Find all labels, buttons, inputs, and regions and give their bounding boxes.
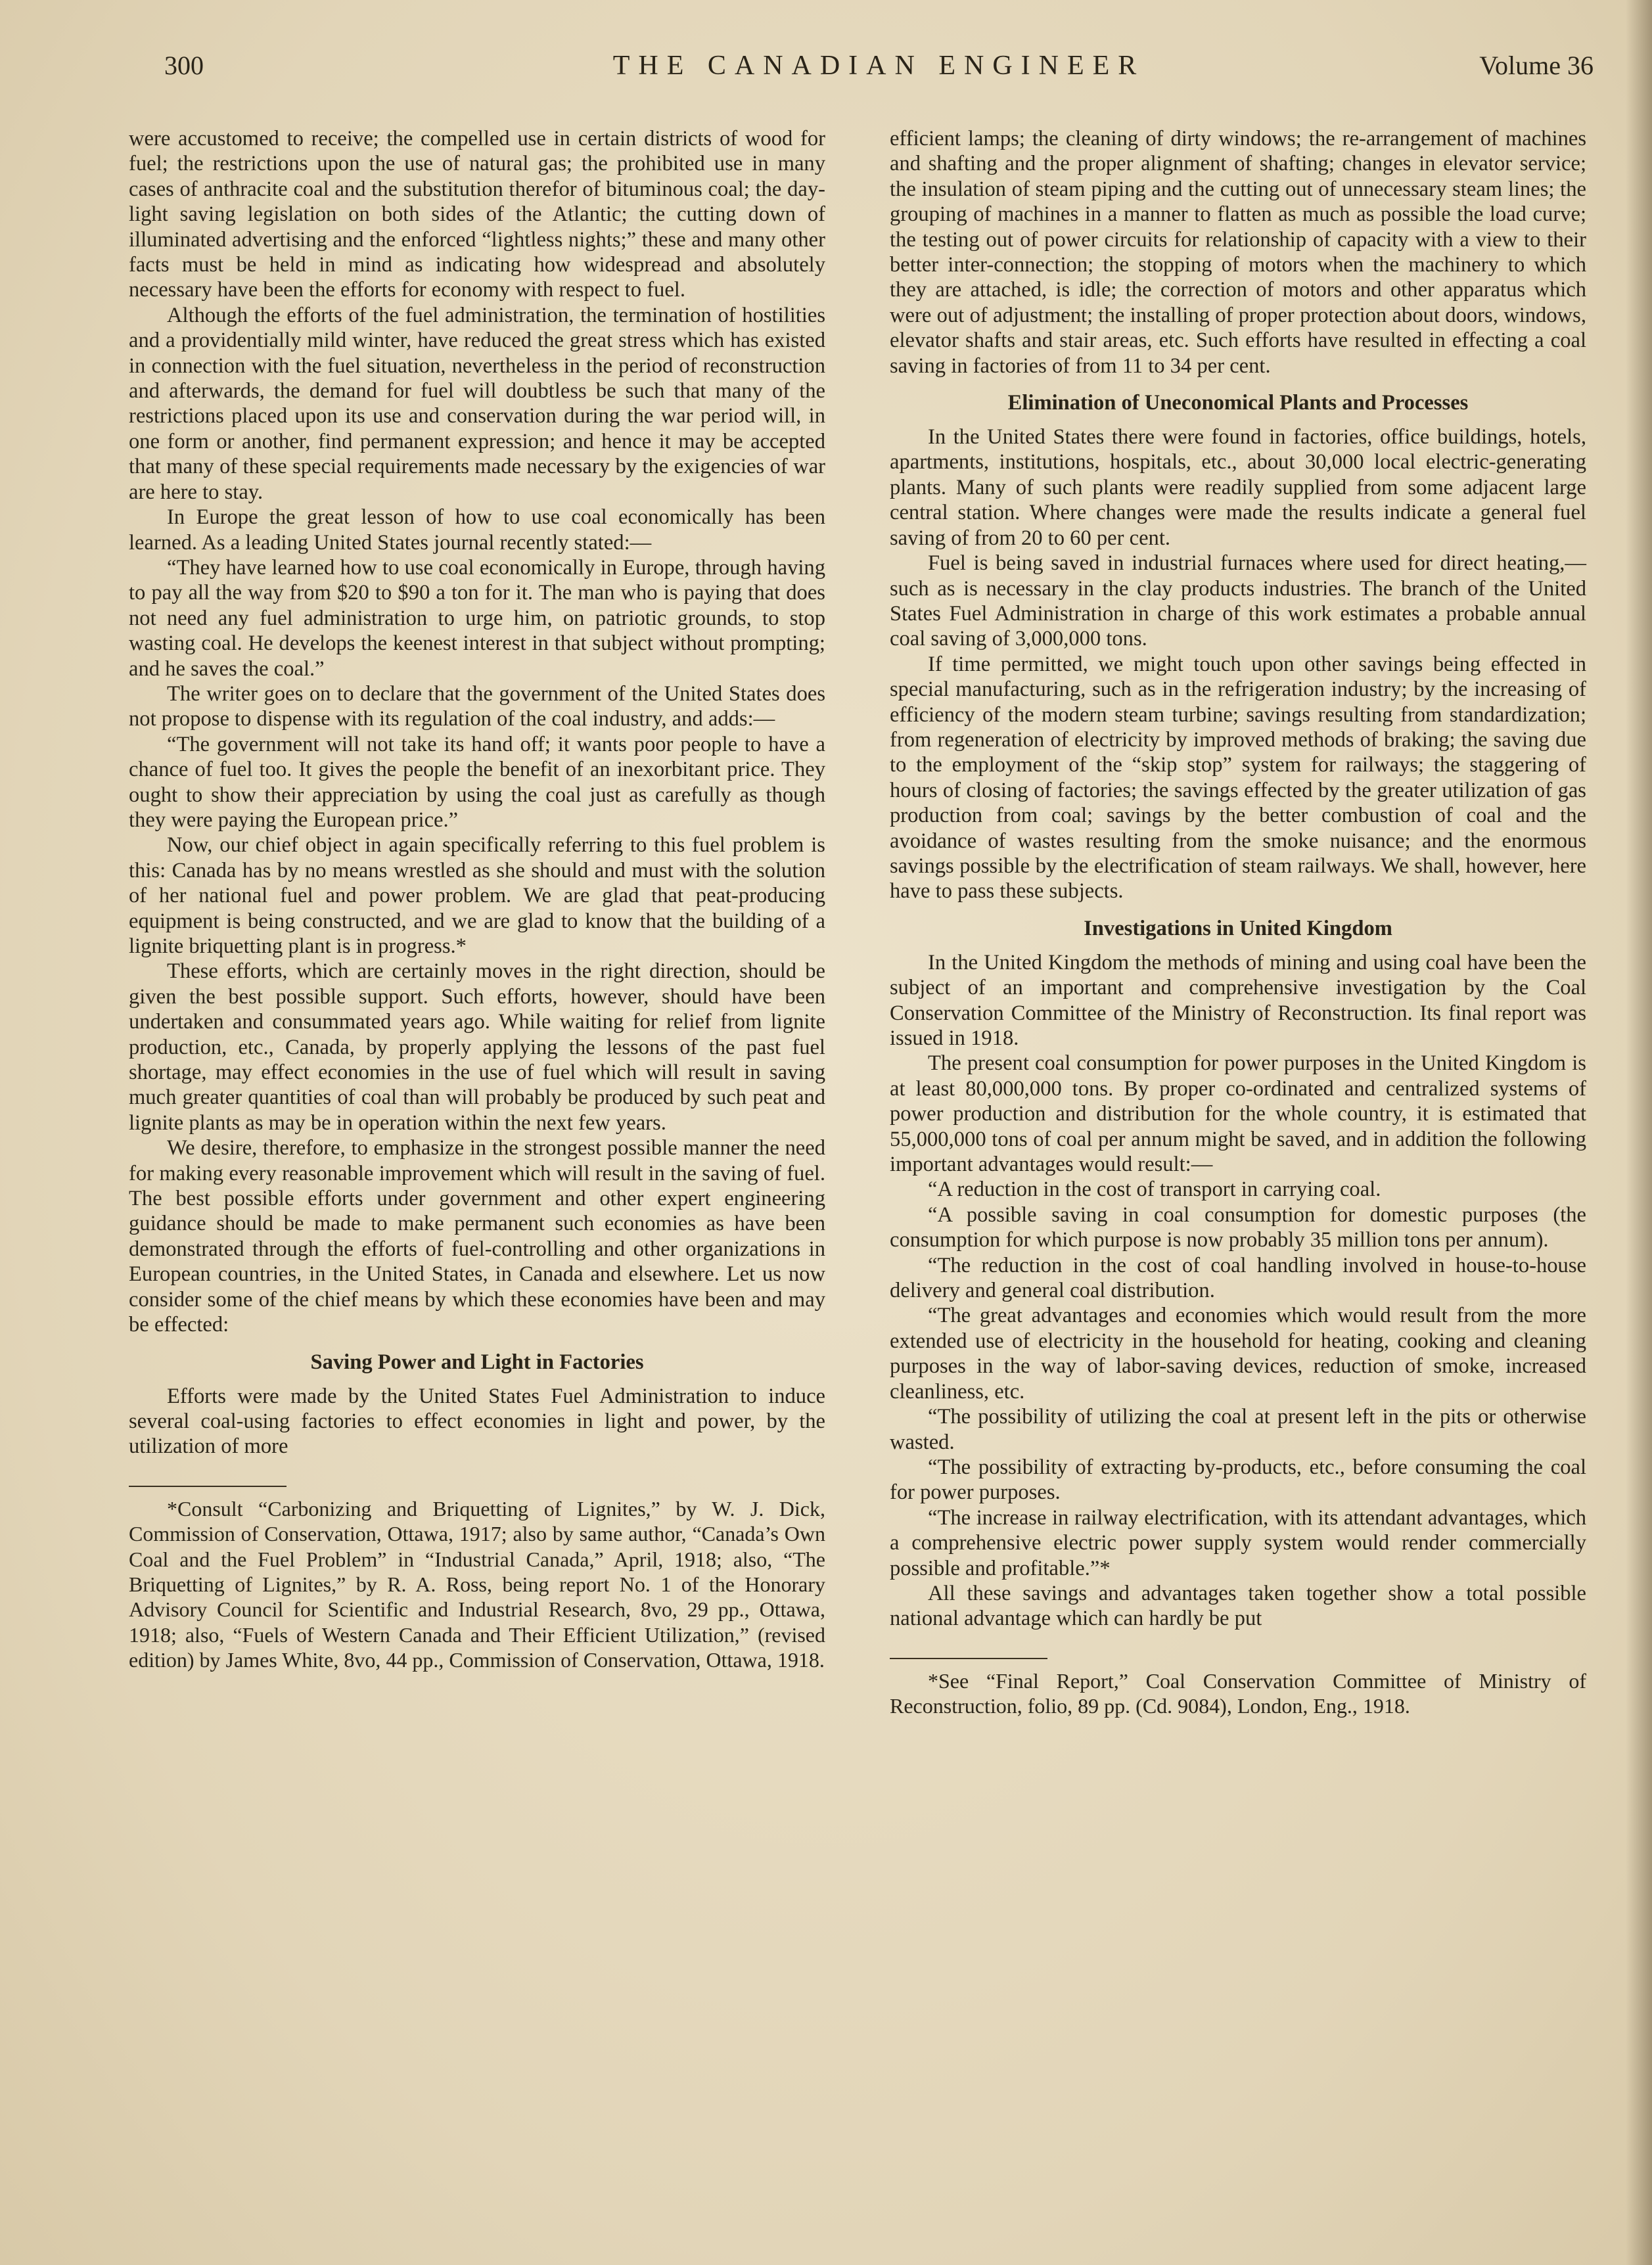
page-edge-shadow [1626,0,1652,2265]
quote-item: “The possibility of extracting by-products, etc., before consuming the coal for power purposes. [890,1455,1586,1505]
page-number: 300 [164,51,204,80]
section-heading-elimination: Elimination of Uneconomical Plants and Processes [1007,391,1469,415]
quote-item: “The great advantages and economies which would result from the more extended use of electricity in the household for heating, cooking and cleaning purposes in the way of labor-saving devices, reduction of smoke, increased cleanliness, etc. [890,1304,1586,1404]
paragraph: In the United States there were found in factories, office buildings, hotels, apartments, institutions, hospitals, etc., about 30,000 local electric-generating plants. Many of such plants were readily supplied from some adjacent large central station. Where changes were made the results indicate a general fuel saving of from 20 to 60 per cent. [890,425,1586,550]
quote-paragraph: “The government will not take its hand off; it wants poor people to have a chance of fuel too. It gives the people the benefit of an inexorbitant price. They ought to show their appreciation by using the coal just as carefully as though they were paying the European price.” [129,732,825,832]
footnote-rule [890,1658,1047,1659]
left-column [129,126,825,1673]
footnote-rule [129,1486,287,1487]
volume-label: Volume 36 [1479,51,1594,80]
paragraph: efficient lamps; the cleaning of dirty windows; the re-arrangement of machines and shafting and the proper alignment of shafting; changes in elevator service; the insulation of steam piping and the cutting out of unnecessary steam lines; the grouping of machines in a manner to flatten as much as possible the load curve; the testing out of power circuits for relationship of capacity with a view to their better inter-connection; the stopping of motors when the machinery to which they are attached, is idle; the correction of motors and other apparatus which were out of adjustment; the installing of proper protection about doors, windows, elevator shafts and stair areas, etc. Such efforts have resulted in effecting a coal saving in factories of from 11 to 34 per cent. [890,127,1586,378]
section-heading-saving-power: Saving Power and Light in Factories [310,1350,644,1374]
footnote-text: *See “Final Report,” Coal Conservation Committee of Ministry of Reconstruction, folio, 89 pp. (Cd. 9084), London, Eng., 1918. [890,1668,1586,1718]
quote-item: “A reduction in the cost of transport in carrying coal. [928,1178,1381,1202]
page-header [164,46,1594,85]
quote-item: “The possibility of utilizing the coal at present left in the pits or otherwise wasted. [890,1405,1586,1454]
footnote-left [129,1496,825,1673]
paragraph: All these savings and advantages taken together show a total possible national advantage which can hardly be put [890,1581,1586,1631]
paragraph: The present coal consumption for power purposes in the United Kingdom is at least 80,000,000 tons. By proper co-ordinated and centralized systems of power production and distribution for the whole country, it is estimated that 55,000,000 tons of coal per annum might be saved, and in addition the following important advantages would result:— [890,1051,1586,1177]
paragraph: The writer goes on to declare that the government of the United States does not propose to dispense with its regulation of the coal industry, and adds:— [129,681,825,731]
paragraph: Efforts were made by the United States Fuel Administration to induce several coal-using factories to effect economies in light and power, by the utilization of more [129,1384,825,1459]
paragraph: We desire, therefore, to emphasize in the strongest possible manner the need for making every reasonable improvement which will result in the saving of fuel. The best possible efforts under government and other expert engineering guidance should be made to make permanent such economies as have been demonstrated through the efforts of fuel-controlling and other organizations in European countries, in the United States, in Canada and elsewhere. Let us now consider some of the chief means by which these economies have been and may be effected: [129,1136,825,1337]
paragraph: Although the efforts of the fuel administration, the termination of hostilities and a providentially mild winter, have reduced the great stress which has existed in connection with the fuel situation, nevertheless in the period of reconstruction and afterwards, the demand for fuel will doubtless be such that many of the restrictions placed upon its use and conservation during the war period will, in one form or another, find permanent expression; and hence it may be accepted that many of these special requirements made necessary by the exigencies of war are here to stay. [129,303,825,504]
quote-item: “A possible saving in coal consumption for domestic purposes (the consumption for which purpose is now probably 35 million tons per annum). [890,1202,1586,1252]
paragraph: These efforts, which are certainly moves in the right direction, should be given the best possible support. Such efforts, however, should have been undertaken and consummated years ago. While waiting for relief from lignite production, etc., Canada, by properly applying the lessons of the past fuel shortage, may effect economies in the use of fuel which will result in saving much greater quantities of coal than will probably be produced by such peat and lignite plants as may be in operation within the next few years. [129,959,825,1135]
paragraph: Now, our chief object in again specifically referring to this fuel problem is this: Canada has by no means wrestled as she should and must with the solution of her national fuel and power problem. We are glad that peat-producing equipment is being constructed, and we are glad to know that the building of a lignite briquetting plant is in progress.* [129,833,825,958]
quote-paragraph: “They have learned how to use coal economically in Europe, through having to pay all the way from $20 to $90 a ton for it. The man who is paying that does not need any fuel administration to urge him, on patriotic grounds, to stop wasting coal. He develops the keenest interest in that subject without prompting; and he saves the coal.” [129,555,825,681]
footnote-right [890,1668,1586,1719]
quote-item: “The reduction in the cost of coal handling involved in house-to-house delivery and general coal distribution. [890,1253,1586,1303]
paragraph: were accustomed to receive; the compelled use in certain districts of wood for fuel; the restrictions upon the use of natural gas; the prohibited use in many cases of anthracite coal and the substitution therefor of bituminous coal; the day-light saving legislation on both sides of the Atlantic; the cutting down of illuminated advertising and the enforced “lightless nights;” these and many other facts must be held in mind as indicating how widespread and absolutely necessary have been the efforts for economy with respect to fuel. [129,127,825,302]
footnote-text: *Consult “Carbonizing and Briquetting of Lignites,” by W. J. Dick, Commission of Conservation, Ottawa, 1917; also by same author, “Canada’s Own Coal and the Fuel Problem” in “Industrial Canada,” April, 1918; also, “The Briquetting of Lignites,” by R. A. Ross, being report No. 1 of the Honorary Advisory Council for Scientific and Industrial Research, 8vo, 29 pp., Ottawa, 1918; also, “Fuels of Western Canada and Their Efficient Utilization,” (revised edition) by James White, 8vo, 44 pp., Commission of Conservation, Ottawa, 1918. [129,1496,825,1672]
right-column [890,126,1586,1719]
paragraph: If time permitted, we might touch upon other savings being effected in special manufacturing, such as in the refrigeration industry; by the increasing of efficiency of the modern steam turbine; savings resulting from standardization; from regeneration of electricity by improved methods of braking; the saving due to the employment of the “skip stop” system for railways; the staggering of hours of closing of factories; the savings effected by the greater utilization of gas production from coal; savings by the better combustion of coal and the avoidance of wastes resulting from the smoke nuisance; and the enormous savings possible by the electrification of steam railways. We shall, however, here have to pass these subjects. [890,652,1586,904]
paragraph: In the United Kingdom the methods of mining and using coal have been the subject of an important and comprehensive investigation by the Coal Conservation Committee of the Ministry of Reconstruction. Its final report was issued in 1918. [890,950,1586,1050]
quote-item: “The increase in railway electrification, with its attendant advantages, which a comprehensive electric power supply system would render commercially possible and profitable.”* [890,1505,1586,1580]
journal-title: THE CANADIAN ENGINEER [612,51,1145,81]
section-heading-uk: Investigations in United Kingdom [1084,916,1392,940]
paragraph: Fuel is being saved in industrial furnaces where used for direct heating,—such as is necessary in the clay products industries. The branch of the United States Fuel Administration in charge of this work estimates a probable annual coal saving of 3,000,000 tons. [890,551,1586,651]
paragraph: In Europe the great lesson of how to use coal economically has been learned. As a leading United States journal recently stated:— [129,505,825,555]
